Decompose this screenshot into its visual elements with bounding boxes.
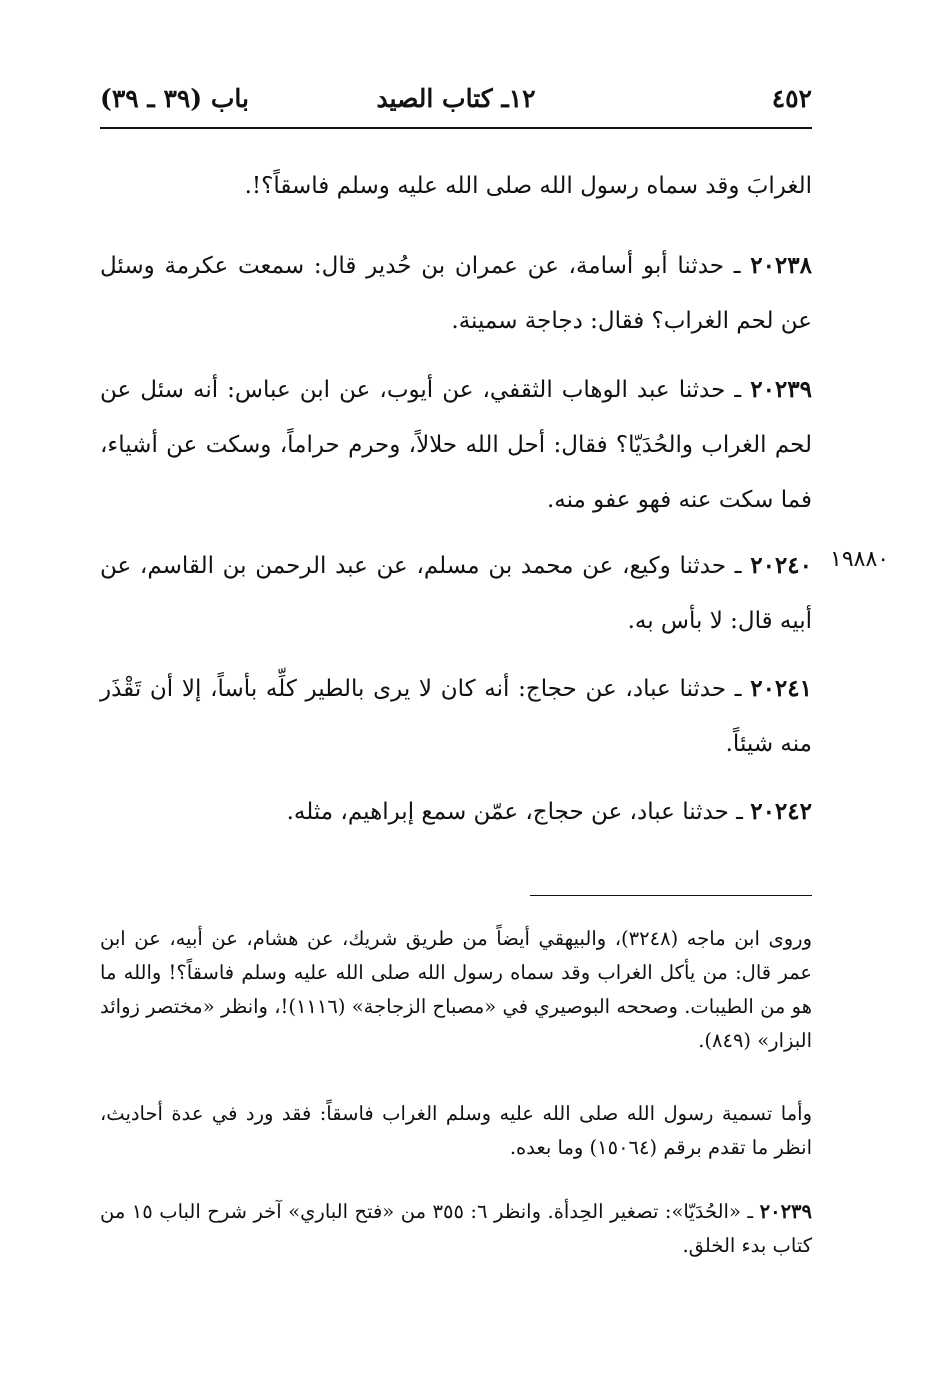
hadith-20238 [100, 238, 812, 349]
hadith-number: ٢٠٢٤٠ [750, 552, 812, 579]
footnote-ibn-majah: وروى ابن ماجه (٣٢٤٨)، والبيهقي أيضاً من طريق شريك، عن هشام، عن أبيه، عن ابن عمر قال: من يأكل الغراب وقد سماه رسول الله صلى الله عليه وسلم فاسقاً؟! والله ما هو من الطيبات. وصححه البوصيري في «مصباح الزجاجة» (١١١٦)!، وانظر «مختصر زوائد البزار» (٨٤٩). [100, 927, 812, 1052]
hadith-text: ـ حدثنا عبد الوهاب الثقفي، عن أيوب، عن ابن عباس: أنه سئل عن لحم الغراب والحُدَيّا؟ فقال: أحل الله حلالاً، وحرم حراماً، وسكت عن أشياء، فما سكت عنه فهو عفو منه. [100, 377, 812, 513]
hadith-number: ٢٠٢٣٩ [750, 376, 812, 403]
hadith-text: ـ حدثنا أبو أسامة، عن عمران بن حُدير قال: سمعت عكرمة وسئل عن لحم الغراب؟ فقال: دجاجة سمينة. [100, 253, 812, 334]
hadith-number: ٢٠٢٣٨ [750, 252, 812, 279]
hadith-text: ـ حدثنا عباد، عن حجاج، عمّن سمع إبراهيم، مثله. [286, 799, 751, 825]
hadith-20239 [100, 362, 812, 528]
footnote-20239 [100, 1195, 812, 1263]
margin-reference-number: ١٩٨٨٠ [830, 547, 890, 572]
page-header [100, 84, 812, 124]
chapter-reference: باب (٣٩ ـ ٣٩) [100, 84, 249, 113]
continuation-text: الغرابَ وقد سماه رسول الله صلى الله عليه وسلم فاسقاً؟!. [244, 173, 812, 199]
hadith-20242 [100, 784, 812, 840]
header-divider [100, 127, 812, 129]
hadith-20240 [100, 538, 812, 649]
page-number: ٤٥٢ [771, 84, 812, 113]
hadith-number: ٢٠٢٤٢ [750, 798, 812, 825]
footnote-fasiq: وأما تسمية رسول الله صلى الله عليه وسلم الغراب فاسقاً: فقد ورد في عدة أحاديث، انظر ما تقدم برقم (١٥٠٦٤) وما بعده. [100, 1102, 812, 1159]
hadith-text: ـ حدثنا وكيع، عن محمد بن مسلم، عن عبد الرحمن بن القاسم، عن أبيه قال: لا بأس به. [100, 553, 812, 634]
hadith-number: ٢٠٢٤١ [750, 675, 812, 702]
footnote-text: ـ «الحُدَيّا»: تصغير الحِدأة. وانظر ٦: ٣٥٥ من «فتح الباري» آخر شرح الباب ١٥ من كتاب بدء الخلق. [100, 1200, 812, 1257]
hadith-20241 [100, 661, 812, 772]
footnote-divider [530, 895, 812, 896]
footnote-number: ٢٠٢٣٩ [759, 1200, 812, 1223]
book-title: ١٢ـ كتاب الصيد [376, 84, 536, 113]
hadith-text: ـ حدثنا عباد، عن حجاج: أنه كان لا يرى بالطير كلِّه بأساً، إلا أن تَقْذَر منه شيئاً. [100, 676, 812, 757]
